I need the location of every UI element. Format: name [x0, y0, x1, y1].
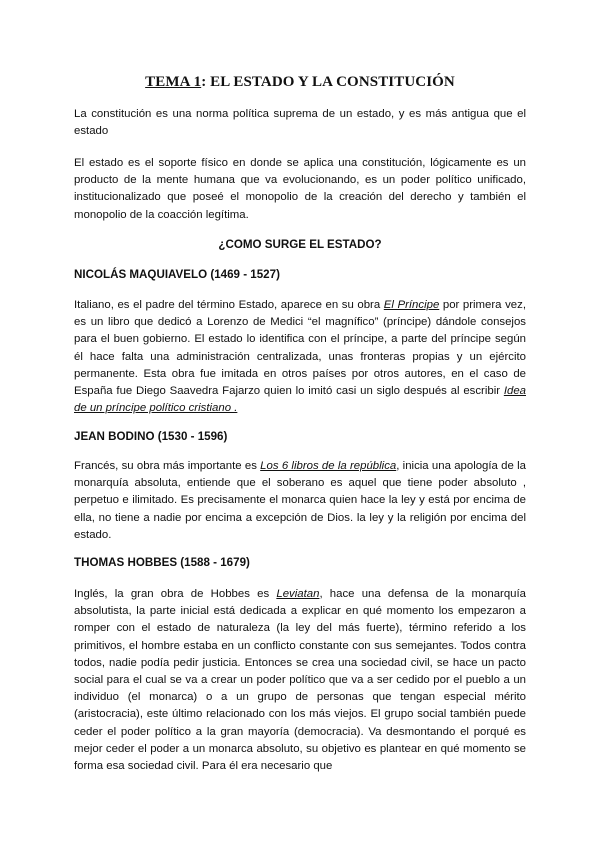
maquiavelo-paragraph	[74, 297, 526, 417]
work-idea-principe: Idea de un príncipe político cristiano .	[74, 385, 526, 415]
maquiavelo-heading: NICOLÁS MAQUIAVELO (1469 - 1527)	[74, 268, 280, 281]
title-rest: : EL ESTADO Y LA CONSTITUCIÓN	[201, 74, 455, 90]
hobbes-paragraph	[74, 586, 526, 775]
work-el-principe: El Príncipe	[383, 299, 440, 311]
maquiavelo-text-b: por primera vez, es un libro que dedicó a Lorenzo de Medici “el magnífico” (príncipe) dándole consejos para el buen gobierno. El estado lo identifica con el príncipe, a parte del príncipe según él hace falta una administración centralizada, unas fronteras propias y un ejército permanente. Esta obra fue imitada en otros países por otros autores, en el caso de España fue Diego Saavedra Fajarzo quien lo imitó casi un siglo después al escribir	[74, 299, 526, 398]
bodino-text-a: Francés, su obra más importante es	[74, 460, 261, 472]
section-heading: ¿COMO SURGE EL ESTADO?	[218, 238, 382, 251]
hobbes-text-a: Inglés, la gran obra de Hobbes es	[74, 588, 277, 600]
title-prefix: TEMA 1	[145, 74, 202, 90]
work-seis-libros: Los 6 libros de la república	[260, 460, 397, 472]
bodino-paragraph	[74, 458, 526, 544]
work-leviatan: Leviatan	[276, 588, 320, 600]
bodino-heading: JEAN BODINO (1530 - 1596)	[74, 430, 228, 443]
hobbes-text-b: , hace una defensa de la monarquía absolutista, la parte inicial está dedicada a explicar en qué momento los empezaron a romper con el estado de naturaleza (la ley del más fuerte), término referido a los primitivos, el hombre estaba en un conflicto constante con sus semejantes. Todos contra todos, nadie podía pedir justicia. Entonces se crea una sociedad civil, se hace un pacto social para el cual se va a crear un poder político que va a ser cedido por el pueblo a un individuo (el monarca) o a un grupo de personas que tengan especial mérito (aristocracia), este último relacionado con los más viejos. El grupo social también puede ceder el poder político a la gran mayoría (democracia). Va desmontando el porqué es mejor ceder el poder a un monarca absoluto, su objetivo es plantear en qué momento se forma esa sociedad civil. Para él era necesario que	[74, 588, 527, 773]
bodino-text-b: , inicia una apología de la monarquía absoluta, entiende que el soberano es aquel que tiene poder absoluto , perpetuo e ilimitado. Es precisamente el monarca quien hace la ley y está por encima de ella, no tiene a nadie por encima a excepción de Dios. la ley y la religión por encima del estado.	[74, 460, 526, 541]
intro-paragraph-1: La constitución es una norma política suprema de un estado, y es más antigua que el estado	[74, 108, 526, 138]
intro-paragraph-2: El estado es el soporte físico en donde se aplica una constitución, lógicamente es un producto de la mente humana que va evolucionando, es un poder político unificado, institucionalizado que poseé el monopolio de la creación del derecho y también el monopolio de la coacción legítima.	[74, 157, 526, 221]
document-title	[0, 74, 600, 91]
hobbes-heading: THOMAS HOBBES (1588 - 1679)	[74, 556, 250, 569]
maquiavelo-text-a: Italiano, es el padre del término Estado, aparece en su obra	[74, 299, 384, 311]
